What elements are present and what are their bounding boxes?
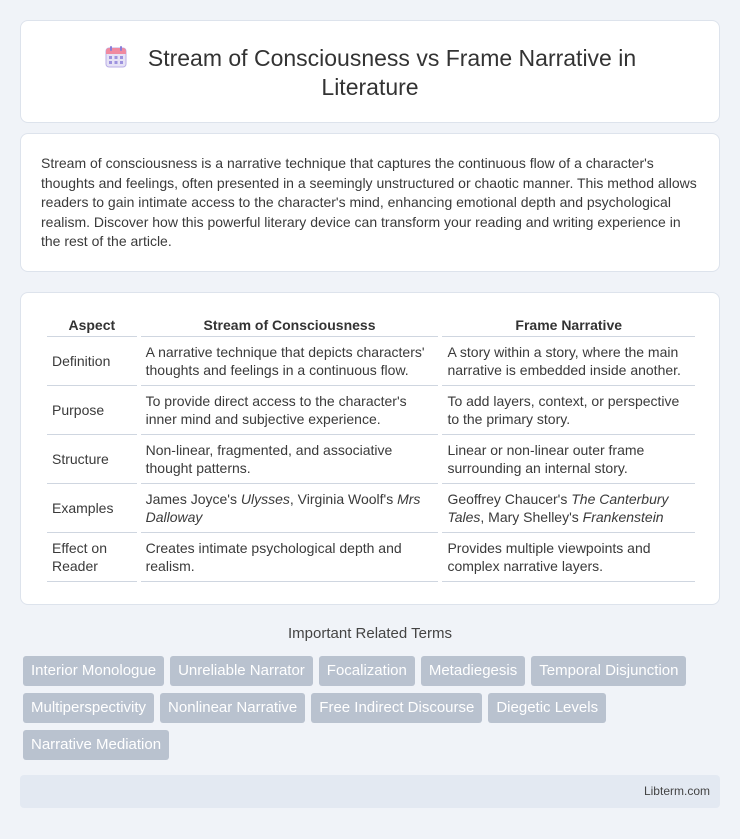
frame-cell: A story within a story, where the main narrative is embedded inside another. xyxy=(442,337,695,386)
table-row xyxy=(47,386,695,435)
table-row xyxy=(47,435,695,484)
stream-cell: To provide direct access to the character's inner mind and subjective experience. xyxy=(141,386,439,435)
comparison-card xyxy=(20,292,720,605)
aspect-cell: Examples xyxy=(47,484,137,533)
stream-cell: Non-linear, fragmented, and associative thought patterns. xyxy=(141,435,439,484)
related-terms-heading: Important Related Terms xyxy=(288,625,452,642)
table-row xyxy=(47,484,695,533)
header-stream-of-consciousness: Stream of Consciousness xyxy=(141,315,439,337)
table-header-row xyxy=(47,315,695,337)
aspect-cell: Definition xyxy=(47,337,137,386)
frame-cell: Provides multiple viewpoints and complex narrative layers. xyxy=(442,533,695,582)
header-aspect: Aspect xyxy=(47,315,137,337)
related-term-tag[interactable]: Metadiegesis xyxy=(421,656,525,686)
text-span: , Mary Shelley's xyxy=(480,509,583,525)
related-term-tag[interactable]: Temporal Disjunction xyxy=(531,656,686,686)
stream-cell: A narrative technique that depicts characters' thoughts and feelings in a continuous flow. xyxy=(141,337,439,386)
aspect-cell: Structure xyxy=(47,435,137,484)
stream-cell xyxy=(141,484,439,533)
book-title: Mrs Dalloway xyxy=(145,491,421,525)
related-term-tag[interactable]: Focalization xyxy=(319,656,415,686)
related-terms-list xyxy=(23,656,703,760)
comparison-table xyxy=(43,315,699,582)
text-span: James Joyce's xyxy=(145,491,241,507)
header-frame-narrative: Frame Narrative xyxy=(442,315,695,337)
text-span: , Virginia Woolf's xyxy=(289,491,398,507)
intro-card xyxy=(20,133,720,272)
table-row xyxy=(47,337,695,386)
table-row xyxy=(47,533,695,582)
page-title xyxy=(21,44,719,102)
header-card xyxy=(20,20,720,123)
related-term-tag[interactable]: Nonlinear Narrative xyxy=(160,693,305,723)
intro-paragraph: Stream of consciousness is a narrative technique that captures the continuous flow of a character's thoughts and feelings, often presented in a seemingly unstructured or chaotic manner. This method allows readers to gain intimate access to the character's mind, enhancing emotional depth and psychological realism. Discover how this powerful literary device can transform your reading and writing experience in the rest of the article. xyxy=(41,155,697,249)
aspect-cell: Purpose xyxy=(47,386,137,435)
title-line-1: Stream of Consciousness vs Frame Narrative in xyxy=(147,45,637,71)
related-term-tag[interactable]: Narrative Mediation xyxy=(23,730,169,760)
title-line-2: Literature xyxy=(321,74,419,100)
footer-bar xyxy=(20,775,720,808)
calendar-icon xyxy=(104,45,128,69)
footer-site-link[interactable]: Libterm.com xyxy=(643,784,710,798)
related-term-tag[interactable]: Multiperspectivity xyxy=(23,693,154,723)
related-term-tag[interactable]: Interior Monologue xyxy=(23,656,164,686)
book-title: Ulysses xyxy=(240,491,290,507)
frame-cell xyxy=(442,484,695,533)
related-term-tag[interactable]: Free Indirect Discourse xyxy=(311,693,482,723)
related-term-tag[interactable]: Unreliable Narrator xyxy=(170,656,313,686)
frame-cell: To add layers, context, or perspective to the primary story. xyxy=(442,386,695,435)
text-span: Geoffrey Chaucer's xyxy=(447,491,572,507)
stream-cell: Creates intimate psychological depth and realism. xyxy=(141,533,439,582)
related-term-tag[interactable]: Diegetic Levels xyxy=(488,693,606,723)
book-title: Frankenstein xyxy=(582,509,664,525)
book-title: The Canterbury Tales xyxy=(447,491,669,525)
aspect-cell: Effect on Reader xyxy=(47,533,137,582)
frame-cell: Linear or non-linear outer frame surrounding an internal story. xyxy=(442,435,695,484)
